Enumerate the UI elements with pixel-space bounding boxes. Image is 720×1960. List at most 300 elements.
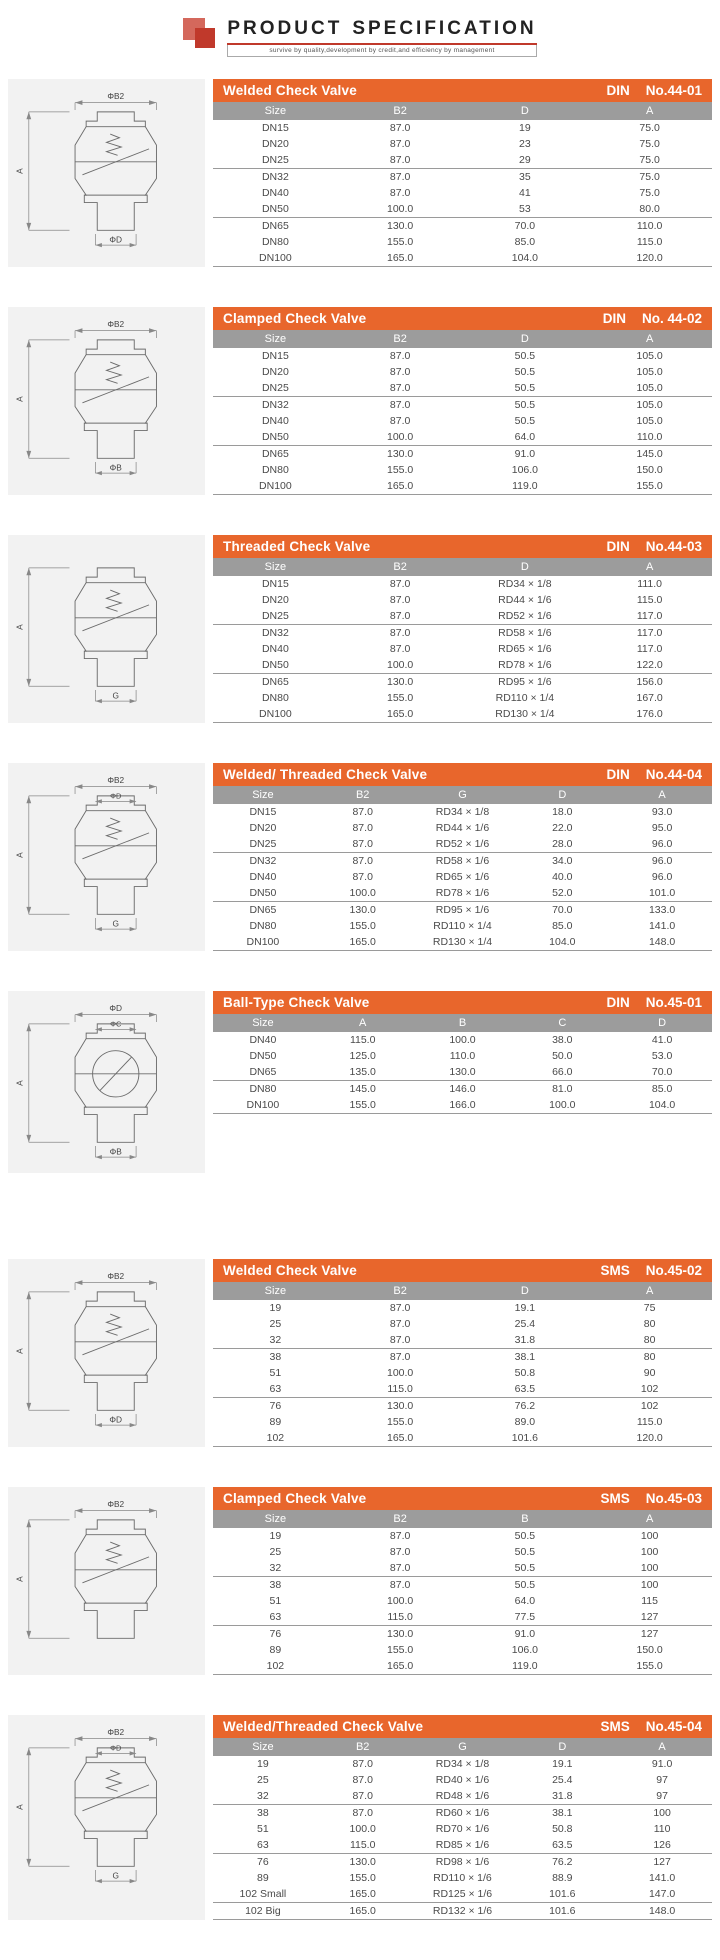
table-row: [213, 902, 712, 919]
table-row: [213, 820, 712, 836]
column-header: Size: [213, 102, 338, 120]
table-cell: 102: [640, 1400, 659, 1412]
valve-outline: [75, 340, 156, 458]
svg-text:A: A: [14, 624, 25, 630]
table-cell: 63.5: [512, 1837, 612, 1854]
table-cell: 111.0: [637, 578, 662, 590]
standard-label: SMS: [600, 1491, 630, 1506]
dimension-top1: [75, 319, 156, 338]
table-cell: 130.0: [386, 220, 414, 232]
table-cell: DN80: [249, 920, 277, 932]
table-cell: 119.0: [463, 478, 588, 495]
standard-label: DIN: [606, 539, 630, 554]
section-title-bar: [213, 1487, 712, 1510]
table-cell: 19: [269, 1530, 282, 1542]
sections-container: [0, 79, 720, 1920]
table-cell: 87.0: [389, 1579, 411, 1591]
table-cell: 87.0: [389, 122, 411, 134]
column-header: A: [612, 1738, 712, 1756]
table-cell: 25: [269, 1546, 282, 1558]
table-cell: 155.0: [386, 692, 414, 704]
table-cell: 95.0: [651, 822, 673, 834]
table-cell: 75: [643, 1302, 656, 1314]
table-row: [213, 1788, 712, 1805]
section-title: Welded/ Threaded Check Valve: [223, 767, 428, 782]
svg-text:ΦB: ΦB: [109, 1146, 122, 1157]
table-cell: 81.0: [552, 1083, 573, 1095]
table-cell: 87.0: [352, 1758, 373, 1770]
table-cell: 87.0: [389, 1318, 411, 1330]
table-cell: 165.0: [313, 1903, 413, 1920]
table-cell: 102: [213, 1430, 338, 1447]
table-cell: 87.0: [389, 578, 411, 590]
table-cell: 100.0: [338, 429, 463, 446]
table-body: [213, 120, 712, 267]
table-row: [213, 380, 712, 397]
column-header: A: [587, 102, 712, 120]
table-cell: 87.0: [313, 836, 413, 853]
dimension-left: [14, 1748, 69, 1866]
table-cell: 155.0: [587, 1658, 712, 1675]
valve-section: [8, 1259, 712, 1447]
table-cell: 19: [519, 122, 531, 134]
table-cell: 105.0: [636, 415, 663, 427]
drawing-panel: [8, 1715, 205, 1920]
table-cell: 167.0: [636, 692, 663, 704]
table-cell: 100.0: [512, 1097, 612, 1114]
drawing-panel: [8, 307, 205, 495]
table-cell: 91.0: [514, 1628, 536, 1640]
table-cell: DN65: [249, 904, 277, 916]
table-cell: 85.0: [552, 920, 573, 932]
table-row: [213, 429, 712, 446]
valve-drawing: [14, 1719, 199, 1897]
table-cell: 53: [463, 201, 588, 218]
table-row: [213, 364, 712, 380]
table-cell: 122.0: [587, 657, 712, 674]
table-cell: 155.0: [386, 1416, 414, 1428]
table-row: [213, 804, 712, 820]
table-row: [213, 185, 712, 201]
valve-outline: [75, 1024, 156, 1142]
column-header: D: [463, 1282, 588, 1300]
table-cell: 146.0: [449, 1083, 476, 1095]
column-header: A: [587, 1510, 712, 1528]
table-row: [213, 201, 712, 218]
table-cell: 76.2: [552, 1856, 573, 1868]
drawing-panel: [8, 1487, 205, 1675]
table-row: [213, 1560, 712, 1577]
code-label: No.45-04: [645, 1719, 702, 1734]
valve-disc-shape: [82, 818, 149, 859]
table-cell: 102 Big: [213, 1903, 313, 1920]
table-cell: 133.0: [648, 904, 676, 916]
table-cell: 100.0: [313, 885, 413, 902]
svg-text:ΦD: ΦD: [110, 1743, 122, 1753]
table-cell: DN100: [213, 478, 338, 495]
table-row: [213, 576, 712, 592]
table-row: [213, 1064, 712, 1081]
table-cell: 19.1: [514, 1302, 536, 1314]
table-cell: 32: [213, 1788, 313, 1805]
column-header: G: [413, 786, 513, 804]
table-cell: DN50: [213, 201, 338, 218]
table-cell: 76.2: [514, 1400, 536, 1412]
table-cell: 63: [213, 1609, 338, 1626]
table-cell: 117.0: [636, 643, 663, 655]
table-cell: 87.0: [389, 171, 411, 183]
table-cell: 165.0: [313, 934, 413, 951]
standard-label: DIN: [602, 311, 626, 326]
section-title-bar: [213, 991, 712, 1014]
table-cell: 87.0: [338, 152, 463, 169]
table-cell: DN80: [261, 464, 289, 476]
table-cell: DN15: [261, 122, 289, 134]
table-cell: 90: [643, 1367, 656, 1379]
table-cell: DN15: [261, 350, 289, 362]
table-body: [213, 1300, 712, 1447]
table-cell: DN40: [261, 187, 289, 199]
table-cell: RD52 × 1/6: [413, 836, 513, 853]
table-cell: 50.5: [514, 1530, 536, 1542]
table-cell: DN15: [261, 578, 289, 590]
table-cell: 87.0: [389, 350, 411, 362]
valve-drawing: [14, 83, 199, 261]
table-cell: 41.0: [651, 1034, 673, 1046]
column-header: D: [512, 786, 612, 804]
table-cell: 115.0: [338, 1609, 463, 1626]
standard-label: SMS: [600, 1263, 630, 1278]
table-cell: 155.0: [386, 236, 414, 248]
table-cell: 101.0: [612, 885, 712, 902]
table-cell: 110.0: [636, 220, 663, 232]
table-cell: 87.0: [389, 366, 411, 378]
table-cell: 22.0: [552, 822, 573, 834]
svg-text:ΦD: ΦD: [109, 1002, 123, 1013]
table-cell: RD65 × 1/6: [435, 871, 490, 883]
table-cell: 64.0: [514, 1595, 536, 1607]
valve-section: [8, 1487, 712, 1675]
table-row: [213, 625, 712, 642]
table-cell: 80: [587, 1332, 712, 1349]
valve-drawing: [14, 767, 199, 945]
table-cell: 87.0: [389, 187, 411, 199]
table-cell: 51: [269, 1367, 282, 1379]
code-label: No. 44-02: [641, 311, 702, 326]
column-header: A: [587, 1282, 712, 1300]
table-cell: 76: [257, 1856, 269, 1868]
table-cell: 155.0: [349, 920, 376, 932]
table-cell: 125.0: [349, 1050, 376, 1062]
dimension-bottom: [95, 918, 136, 931]
table-row: [213, 869, 712, 885]
table-cell: RD78 × 1/6: [413, 885, 513, 902]
column-header: A: [313, 1014, 413, 1032]
table-cell: 115.0: [313, 1837, 413, 1854]
table-cell: 87.0: [389, 1302, 411, 1314]
table-cell: 50.5: [463, 1560, 588, 1577]
svg-text:ΦB: ΦB: [109, 462, 122, 473]
table-row: [213, 1544, 712, 1560]
table-cell: 87.0: [389, 415, 411, 427]
column-header: D: [463, 558, 588, 576]
brand-logo-icon: [183, 18, 217, 54]
table-row: [213, 397, 712, 414]
table-cell: 87.0: [338, 380, 463, 397]
table-body: [213, 804, 712, 951]
spec-table: [213, 1014, 712, 1114]
table-cell: DN20: [261, 594, 289, 606]
column-header: B2: [338, 102, 463, 120]
drawing-panel: [8, 1259, 205, 1447]
dimension-left: [14, 568, 69, 686]
table-cell: 155.0: [386, 1644, 414, 1656]
table-cell: 120.0: [587, 250, 712, 267]
table-cell: 119.0: [463, 1658, 588, 1675]
table-cell: DN25: [213, 152, 338, 169]
table-row: [213, 446, 712, 463]
table-cell: 77.5: [463, 1609, 588, 1626]
table-cell: 102: [587, 1381, 712, 1398]
code-label: No.44-04: [645, 767, 702, 782]
svg-text:A: A: [14, 1804, 25, 1810]
table-cell: 70.0: [612, 1064, 712, 1081]
table-cell: 87.0: [352, 1774, 373, 1786]
table-cell: DN80: [249, 1083, 277, 1095]
standard-label: DIN: [606, 83, 630, 98]
table-row: [213, 836, 712, 853]
table-cell: 91.0: [651, 1758, 673, 1770]
table-cell: 97: [656, 1774, 668, 1786]
table-row: [213, 1414, 712, 1430]
dimension-left: [14, 1024, 69, 1142]
table-cell: 80.0: [587, 201, 712, 218]
title-product: PRODUCT: [227, 18, 343, 39]
table-cell: 101.6: [463, 1430, 588, 1447]
table-cell: 165.0: [338, 1430, 463, 1447]
valve-disc-shape: [82, 1542, 149, 1583]
table-cell: 38: [269, 1579, 282, 1591]
table-cell: 76: [269, 1628, 282, 1640]
table-row: [213, 1854, 712, 1871]
table-row: [213, 1870, 712, 1886]
table-cell: 85.0: [651, 1083, 673, 1095]
table-cell: 87.0: [389, 1546, 411, 1558]
table-cell: DN20: [249, 822, 277, 834]
table-row: [213, 1805, 712, 1822]
column-header: C: [512, 1014, 612, 1032]
table-cell: 87.0: [389, 138, 411, 150]
table-cell: 63: [213, 1837, 313, 1854]
table-row: [213, 885, 712, 902]
table-body: [213, 1756, 712, 1920]
column-header: B2: [338, 1510, 463, 1528]
table-cell: RD130 × 1/4: [463, 706, 588, 723]
dimension-top2: [95, 792, 136, 804]
table-cell: RD65 × 1/6: [498, 643, 552, 655]
spec-block: [213, 307, 712, 495]
column-header: Size: [213, 1282, 338, 1300]
code-label: No.45-02: [645, 1263, 702, 1278]
table-cell: 38: [269, 1351, 282, 1363]
valve-disc-shape: [82, 134, 149, 175]
table-cell: RD34 × 1/8: [435, 1758, 490, 1770]
column-header: Size: [213, 558, 338, 576]
section-title-bar: [213, 1259, 712, 1282]
table-cell: RD58 × 1/6: [498, 627, 552, 639]
table-cell: 63: [213, 1381, 338, 1398]
svg-text:A: A: [14, 1348, 25, 1354]
table-body: [213, 348, 712, 495]
standard-label: DIN: [606, 995, 630, 1010]
table-cell: 155.0: [386, 464, 414, 476]
table-cell: 25: [269, 1318, 282, 1330]
table-cell: DN15: [249, 806, 277, 818]
table-cell: 115.0: [636, 236, 663, 248]
title-specification: SPECIFICATION: [352, 18, 537, 39]
table-row: [213, 592, 712, 608]
spec-table: [213, 558, 712, 723]
header-tagline: survive by quality,development by credit,and efficiency by management: [227, 45, 536, 57]
table-cell: 101.6: [512, 1903, 612, 1920]
spec-table: [213, 1738, 712, 1920]
table-cell: 70.0: [514, 220, 536, 232]
table-cell: RD110 × 1/4: [495, 692, 555, 704]
table-cell: 50.5: [514, 350, 536, 362]
table-cell: 130.0: [386, 448, 414, 460]
table-row: [213, 1430, 712, 1447]
table-cell: 115.0: [349, 1034, 376, 1046]
table-cell: 97: [612, 1788, 712, 1805]
table-row: [213, 1032, 712, 1048]
table-header-row: [213, 558, 712, 576]
table-cell: 106.0: [511, 1644, 539, 1656]
table-cell: DN100: [213, 250, 338, 267]
table-row: [213, 706, 712, 723]
table-cell: RD60 × 1/6: [435, 1807, 490, 1819]
svg-text:ΦB2: ΦB2: [107, 774, 125, 785]
table-cell: RD95 × 1/6: [498, 676, 552, 688]
section-title: Ball-Type Check Valve: [223, 995, 370, 1010]
svg-text:ΦB2: ΦB2: [107, 1498, 125, 1509]
table-row: [213, 218, 712, 235]
table-cell: 87.0: [352, 806, 373, 818]
table-cell: DN65: [261, 220, 289, 232]
table-cell: DN50: [213, 885, 313, 902]
table-cell: 80: [643, 1318, 656, 1330]
table-cell: DN32: [261, 171, 289, 183]
table-row: [213, 1903, 712, 1920]
svg-text:A: A: [14, 396, 25, 402]
dimension-left: [14, 340, 69, 458]
table-cell: 91.0: [514, 448, 536, 460]
valve-drawing: [14, 1263, 199, 1441]
table-cell: DN65: [261, 448, 289, 460]
spec-table: [213, 1282, 712, 1447]
spec-block: [213, 991, 712, 1173]
table-cell: 100.0: [349, 1823, 376, 1835]
table-cell: DN20: [261, 138, 289, 150]
column-header: Size: [213, 786, 313, 804]
dimension-bottom: [95, 1414, 136, 1427]
table-cell: 104.0: [463, 250, 588, 267]
table-cell: 40.0: [552, 871, 573, 883]
table-cell: 96.0: [651, 871, 673, 883]
table-header-row: [213, 102, 712, 120]
table-cell: 100: [640, 1546, 659, 1558]
table-cell: 110.0: [587, 429, 712, 446]
table-header-row: [213, 1510, 712, 1528]
table-cell: 53.0: [651, 1050, 673, 1062]
table-cell: 155.0: [587, 478, 712, 495]
table-row: [213, 1821, 712, 1837]
column-header: A: [612, 786, 712, 804]
table-cell: 87.0: [389, 399, 411, 411]
valve-section: [8, 1715, 712, 1920]
table-cell: RD34 × 1/8: [435, 806, 490, 818]
table-cell: DN65: [261, 676, 289, 688]
table-cell: 50.5: [514, 1546, 536, 1558]
valve-drawing: [14, 995, 199, 1173]
table-cell: DN40: [261, 643, 289, 655]
table-cell: DN25: [213, 836, 313, 853]
spec-block: [213, 79, 712, 267]
table-cell: 66.0: [512, 1064, 612, 1081]
table-cell: DN100: [213, 934, 313, 951]
svg-text:ΦB2: ΦB2: [107, 1726, 125, 1737]
drawing-panel: [8, 991, 205, 1173]
table-cell: 80: [643, 1351, 656, 1363]
table-cell: 102 Small: [213, 1886, 313, 1903]
column-header: D: [463, 330, 588, 348]
table-row: [213, 657, 712, 674]
table-cell: 100.0: [338, 657, 463, 674]
table-cell: 100.0: [449, 1034, 476, 1046]
table-cell: 23: [519, 138, 531, 150]
table-cell: 50.5: [514, 415, 536, 427]
table-cell: 50.8: [552, 1823, 573, 1835]
table-row: [213, 1642, 712, 1658]
table-cell: RD98 × 1/6: [435, 1856, 490, 1868]
table-cell: 87.0: [352, 855, 373, 867]
table-cell: 85.0: [514, 236, 536, 248]
table-row: [213, 1398, 712, 1415]
table-cell: 115: [641, 1595, 658, 1607]
column-header: B2: [338, 558, 463, 576]
table-cell: 32: [213, 1332, 338, 1349]
table-cell: 127: [640, 1628, 659, 1640]
page-header: [0, 18, 720, 57]
table-cell: 165.0: [338, 250, 463, 267]
table-cell: 165.0: [338, 706, 463, 723]
table-row: [213, 690, 712, 706]
table-row: [213, 1300, 712, 1316]
table-cell: DN40: [249, 1034, 277, 1046]
table-cell: 115.0: [636, 594, 663, 606]
table-row: [213, 1658, 712, 1675]
table-cell: 100: [587, 1560, 712, 1577]
section-title: Clamped Check Valve: [223, 1491, 367, 1506]
table-cell: 165.0: [313, 1886, 413, 1903]
section-title-bar: [213, 535, 712, 558]
section-title: Clamped Check Valve: [223, 311, 367, 326]
table-row: [213, 169, 712, 186]
table-cell: 148.0: [612, 934, 712, 951]
column-header: B: [463, 1510, 588, 1528]
table-row: [213, 1097, 712, 1114]
table-cell: RD110 × 1/6: [433, 1872, 492, 1884]
table-cell: 130.0: [386, 1400, 414, 1412]
